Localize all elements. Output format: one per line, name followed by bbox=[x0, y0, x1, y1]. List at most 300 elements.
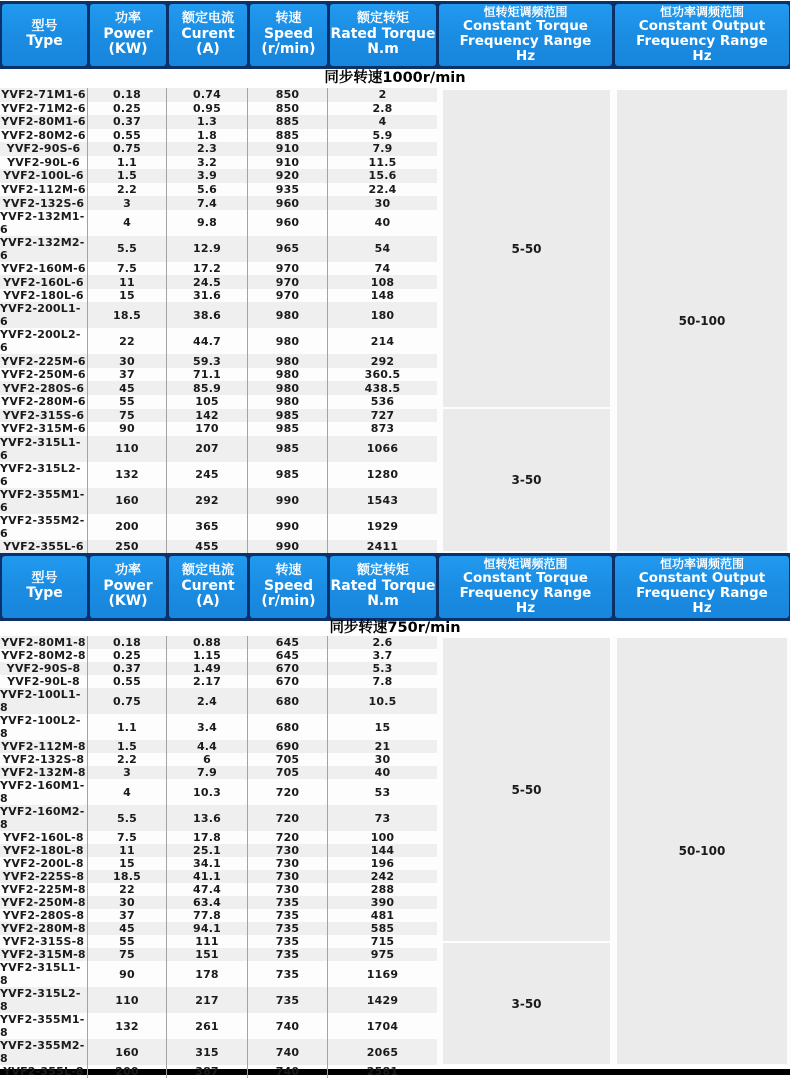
cell-current: 387 bbox=[167, 1065, 248, 1078]
cell-current: 142 bbox=[167, 409, 248, 423]
cell-power: 75 bbox=[88, 409, 167, 423]
column-header-zh: 额定电流 bbox=[181, 563, 234, 579]
cell-power: 0.75 bbox=[88, 142, 167, 156]
cell-power: 250 bbox=[88, 540, 167, 554]
table-row bbox=[0, 935, 437, 948]
cell-torque: 481 bbox=[370, 909, 395, 922]
cell-torque: 1704 bbox=[366, 1019, 399, 1033]
column-header-en: Frequency Range bbox=[459, 585, 592, 602]
cell-power: 18.5 bbox=[88, 870, 167, 883]
table-row bbox=[0, 675, 437, 688]
cell-current: 151 bbox=[167, 948, 248, 961]
torque-range-cell bbox=[443, 638, 610, 941]
table-row bbox=[0, 436, 437, 462]
cell-torque: 10.5 bbox=[368, 694, 397, 708]
cell-power: 3 bbox=[88, 766, 167, 779]
column-header-constant-torque-range bbox=[439, 556, 612, 618]
cell-speed: 985 bbox=[248, 409, 328, 423]
cell-speed: 990 bbox=[248, 488, 328, 514]
header-row bbox=[0, 553, 790, 621]
table-row bbox=[0, 714, 437, 740]
cell-current: 6 bbox=[167, 753, 248, 766]
cell-speed: 960 bbox=[248, 196, 328, 210]
table-row bbox=[0, 857, 437, 870]
cell-current: 34.1 bbox=[167, 857, 248, 870]
cell-speed: 645 bbox=[248, 649, 328, 662]
table-row bbox=[0, 142, 437, 156]
cell-type: YVF2-80M1-6 bbox=[0, 115, 88, 129]
cell-power: 22 bbox=[88, 883, 167, 896]
column-header-en: Constant Output bbox=[638, 18, 766, 35]
cell-power: 110 bbox=[88, 987, 167, 1013]
cell-power: 0.25 bbox=[88, 102, 167, 116]
table-row bbox=[0, 896, 437, 909]
cell-speed: 720 bbox=[248, 779, 328, 805]
cell-current: 245 bbox=[167, 462, 248, 488]
cell-power: 3 bbox=[88, 196, 167, 210]
cell-current: 59.3 bbox=[167, 354, 248, 368]
cell-torque: 100 bbox=[370, 831, 395, 844]
column-header-speed bbox=[250, 556, 327, 618]
table-row bbox=[0, 649, 437, 662]
cell-torque: 1066 bbox=[366, 442, 399, 456]
table-row bbox=[0, 540, 437, 554]
table-row bbox=[0, 909, 437, 922]
cell-speed: 705 bbox=[248, 766, 328, 779]
cell-current: 261 bbox=[167, 1013, 248, 1039]
cell-type: YVF2-315S-6 bbox=[0, 409, 88, 423]
constant-output-range-panel bbox=[617, 638, 787, 1064]
cell-current: 25.1 bbox=[167, 844, 248, 857]
column-header-en: Hz bbox=[515, 48, 536, 65]
cell-type: YVF2-355M1-6 bbox=[0, 488, 88, 514]
cell-type: YVF2-132M1-6 bbox=[0, 210, 88, 236]
cell-type: YVF2-132S-8 bbox=[0, 753, 88, 766]
cell-type: YVF2-225M-6 bbox=[0, 354, 88, 368]
table-body bbox=[0, 88, 790, 553]
cell-power: 0.37 bbox=[88, 115, 167, 129]
cell-speed: 735 bbox=[248, 961, 328, 987]
cell-current: 3.4 bbox=[167, 714, 248, 740]
cell-type: YVF2-112M-6 bbox=[0, 183, 88, 197]
cell-type: YVF2-355L-8 bbox=[0, 1065, 88, 1078]
cell-speed: 980 bbox=[248, 328, 328, 354]
cell-type: YVF2-315L2-6 bbox=[0, 462, 88, 488]
cell-power: 55 bbox=[88, 935, 167, 948]
table-body bbox=[0, 636, 790, 1078]
table-row bbox=[0, 302, 437, 328]
cell-torque: 536 bbox=[370, 395, 395, 409]
cell-power: 200 bbox=[88, 514, 167, 540]
cell-speed: 970 bbox=[248, 262, 328, 276]
cell-current: 9.8 bbox=[167, 210, 248, 236]
cell-speed: 730 bbox=[248, 844, 328, 857]
range-label: 50-100 bbox=[678, 844, 726, 858]
cell-type: YVF2-80M2-6 bbox=[0, 129, 88, 143]
cell-type: YVF2-160M1-8 bbox=[0, 779, 88, 805]
column-header-zh: 功率 bbox=[114, 11, 141, 27]
data-rows bbox=[0, 88, 437, 553]
table-row bbox=[0, 368, 437, 382]
cell-type: YVF2-90L-8 bbox=[0, 675, 88, 688]
cell-torque: 288 bbox=[370, 883, 395, 896]
table-row bbox=[0, 196, 437, 210]
spec-table-750rpm bbox=[0, 553, 790, 1078]
cell-torque: 975 bbox=[370, 948, 395, 961]
table-row bbox=[0, 831, 437, 844]
cell-power: 90 bbox=[88, 422, 167, 436]
torque-range-cell bbox=[443, 409, 610, 551]
cell-power: 1.5 bbox=[88, 169, 167, 183]
cell-speed: 740 bbox=[248, 1065, 328, 1078]
cell-power: 90 bbox=[88, 961, 167, 987]
cell-power: 37 bbox=[88, 909, 167, 922]
cell-type: YVF2-80M1-8 bbox=[0, 636, 88, 649]
cell-power: 2.2 bbox=[88, 183, 167, 197]
column-header-constant-output-range bbox=[615, 556, 789, 618]
cell-current: 455 bbox=[167, 540, 248, 554]
table-row bbox=[0, 688, 437, 714]
column-header-zh: 转速 bbox=[275, 563, 302, 579]
cell-power: 0.55 bbox=[88, 675, 167, 688]
column-header-en: Frequency Range bbox=[459, 33, 592, 50]
table-row bbox=[0, 766, 437, 779]
cell-speed: 850 bbox=[248, 102, 328, 116]
cell-current: 105 bbox=[167, 395, 248, 409]
table-row bbox=[0, 102, 437, 116]
sync-speed-subtitle: 同步转速750r/min bbox=[329, 620, 461, 636]
cell-type: YVF2-315M-6 bbox=[0, 422, 88, 436]
cell-torque: 3.7 bbox=[372, 649, 393, 662]
cell-type: YVF2-355M2-8 bbox=[0, 1039, 88, 1065]
column-header-en: (A) bbox=[196, 41, 220, 58]
cell-current: 207 bbox=[167, 436, 248, 462]
cell-type: YVF2-355M2-6 bbox=[0, 514, 88, 540]
table-row bbox=[0, 883, 437, 896]
cell-torque: 7.8 bbox=[372, 675, 393, 688]
cell-current: 0.95 bbox=[167, 102, 248, 116]
cell-power: 160 bbox=[88, 1039, 167, 1065]
column-header-zh: 恒转矩调频范围 bbox=[483, 556, 568, 571]
cell-type: YVF2-315L1-6 bbox=[0, 436, 88, 462]
cell-current: 10.3 bbox=[167, 779, 248, 805]
cell-current: 24.5 bbox=[167, 275, 248, 289]
table-row bbox=[0, 183, 437, 197]
cell-speed: 920 bbox=[248, 169, 328, 183]
table-row bbox=[0, 409, 437, 423]
torque-range-cell bbox=[443, 943, 610, 1064]
cell-speed: 680 bbox=[248, 714, 328, 740]
cell-speed: 970 bbox=[248, 275, 328, 289]
table-row bbox=[0, 328, 437, 354]
cell-current: 2.17 bbox=[167, 675, 248, 688]
cell-type: YVF2-132S-6 bbox=[0, 196, 88, 210]
cell-current: 0.74 bbox=[167, 88, 248, 102]
cell-torque: 727 bbox=[370, 408, 395, 422]
cell-torque: 2581 bbox=[366, 1065, 399, 1078]
cell-speed: 720 bbox=[248, 831, 328, 844]
cell-torque: 30 bbox=[374, 196, 391, 210]
table-row bbox=[0, 129, 437, 143]
cell-speed: 980 bbox=[248, 302, 328, 328]
cell-torque: 242 bbox=[370, 870, 395, 883]
cell-speed: 885 bbox=[248, 129, 328, 143]
cell-power: 0.18 bbox=[88, 636, 167, 649]
cell-current: 17.2 bbox=[167, 262, 248, 276]
cell-type: YVF2-200L2-6 bbox=[0, 328, 88, 354]
table-row bbox=[0, 662, 437, 675]
cell-type: YVF2-315S-8 bbox=[0, 935, 88, 948]
table-row bbox=[0, 961, 437, 987]
cell-torque: 715 bbox=[370, 935, 395, 948]
cell-type: YVF2-160L-8 bbox=[0, 831, 88, 844]
cell-torque: 180 bbox=[370, 308, 395, 322]
column-header-power bbox=[90, 4, 166, 66]
cell-power: 15 bbox=[88, 289, 167, 303]
column-header-zh: 型号 bbox=[31, 570, 58, 586]
cell-power: 5.5 bbox=[88, 805, 167, 831]
cell-current: 44.7 bbox=[167, 328, 248, 354]
cell-torque: 292 bbox=[370, 354, 395, 368]
cell-torque: 21 bbox=[374, 740, 391, 753]
cell-current: 31.6 bbox=[167, 289, 248, 303]
cell-speed: 680 bbox=[248, 688, 328, 714]
column-header-type bbox=[2, 556, 87, 618]
column-header-en: Curent bbox=[181, 577, 235, 594]
cell-power: 1.1 bbox=[88, 156, 167, 170]
table-row bbox=[0, 354, 437, 368]
table-row bbox=[0, 1065, 437, 1078]
cell-torque: 390 bbox=[370, 896, 395, 909]
cell-type: YVF2-160M-6 bbox=[0, 262, 88, 276]
cell-power: 132 bbox=[88, 1013, 167, 1039]
cell-current: 63.4 bbox=[167, 896, 248, 909]
cell-power: 45 bbox=[88, 922, 167, 935]
table-row bbox=[0, 422, 437, 436]
cell-speed: 670 bbox=[248, 662, 328, 675]
column-header-en: Rated Torque bbox=[330, 25, 436, 42]
cell-speed: 645 bbox=[248, 636, 328, 649]
cell-power: 0.25 bbox=[88, 649, 167, 662]
column-header-zh: 恒功率调频范围 bbox=[659, 4, 744, 19]
cell-speed: 960 bbox=[248, 210, 328, 236]
sync-speed-subtitle: 同步转速1000r/min bbox=[324, 70, 466, 86]
cell-power: 22 bbox=[88, 328, 167, 354]
column-header-torque bbox=[330, 556, 436, 618]
cell-speed: 730 bbox=[248, 870, 328, 883]
table-row bbox=[0, 275, 437, 289]
cell-torque: 108 bbox=[370, 275, 395, 289]
table-row bbox=[0, 210, 437, 236]
cell-current: 111 bbox=[167, 935, 248, 948]
cell-power: 18.5 bbox=[88, 302, 167, 328]
cell-torque: 2 bbox=[378, 88, 387, 102]
cell-current: 3.9 bbox=[167, 169, 248, 183]
column-header-zh: 额定转矩 bbox=[356, 563, 409, 579]
cell-speed: 970 bbox=[248, 289, 328, 303]
cell-power: 7.5 bbox=[88, 831, 167, 844]
column-header-en: N.m bbox=[367, 593, 399, 610]
cell-speed: 985 bbox=[248, 422, 328, 436]
table-row bbox=[0, 488, 437, 514]
cell-speed: 910 bbox=[248, 142, 328, 156]
column-header-speed bbox=[250, 4, 327, 66]
column-header-en: Rated Torque bbox=[330, 577, 436, 594]
column-header-power bbox=[90, 556, 166, 618]
cell-type: YVF2-71M2-6 bbox=[0, 102, 88, 116]
column-header-en: Constant Torque bbox=[463, 18, 588, 35]
cell-current: 94.1 bbox=[167, 922, 248, 935]
column-header-en: Constant Output bbox=[638, 570, 766, 587]
cell-type: YVF2-315L1-8 bbox=[0, 961, 88, 987]
cell-torque: 1280 bbox=[366, 468, 399, 482]
cell-type: YVF2-225M-8 bbox=[0, 883, 88, 896]
cell-power: 200 bbox=[88, 1065, 167, 1078]
cell-torque: 585 bbox=[370, 922, 395, 935]
cell-type: YVF2-280S-6 bbox=[0, 381, 88, 395]
cell-power: 110 bbox=[88, 436, 167, 462]
cell-type: YVF2-160L-6 bbox=[0, 275, 88, 289]
cell-speed: 980 bbox=[248, 368, 328, 382]
cell-power: 0.55 bbox=[88, 129, 167, 143]
cell-current: 17.8 bbox=[167, 831, 248, 844]
cell-torque: 53 bbox=[374, 785, 391, 799]
table-row bbox=[0, 987, 437, 1013]
table-row bbox=[0, 156, 437, 170]
cell-current: 315 bbox=[167, 1039, 248, 1065]
cell-type: YVF2-280S-8 bbox=[0, 909, 88, 922]
range-label: 5-50 bbox=[511, 782, 542, 797]
table-row bbox=[0, 636, 437, 649]
cell-power: 30 bbox=[88, 354, 167, 368]
table-row bbox=[0, 262, 437, 276]
cell-current: 7.9 bbox=[167, 766, 248, 779]
table-row bbox=[0, 922, 437, 935]
cell-power: 0.75 bbox=[88, 688, 167, 714]
cell-type: YVF2-250M-8 bbox=[0, 896, 88, 909]
table-row bbox=[0, 805, 437, 831]
cell-torque: 2065 bbox=[366, 1045, 399, 1059]
cell-speed: 990 bbox=[248, 540, 328, 554]
cell-current: 85.9 bbox=[167, 381, 248, 395]
column-header-en: (r/min) bbox=[261, 593, 316, 610]
cell-speed: 735 bbox=[248, 896, 328, 909]
column-header-current bbox=[169, 4, 247, 66]
cell-power: 1.1 bbox=[88, 714, 167, 740]
cell-power: 4 bbox=[88, 779, 167, 805]
cell-torque: 144 bbox=[370, 844, 395, 857]
cell-torque: 1543 bbox=[366, 494, 399, 508]
table-row bbox=[0, 753, 437, 766]
table-row bbox=[0, 1013, 437, 1039]
cell-speed: 735 bbox=[248, 922, 328, 935]
cell-power: 15 bbox=[88, 857, 167, 870]
cell-speed: 735 bbox=[248, 987, 328, 1013]
column-header-en: (KW) bbox=[108, 41, 148, 58]
cell-speed: 985 bbox=[248, 436, 328, 462]
cell-torque: 2.6 bbox=[372, 636, 393, 649]
column-header-en: Hz bbox=[692, 48, 712, 65]
column-header-en: Hz bbox=[515, 600, 536, 617]
cell-speed: 965 bbox=[248, 236, 328, 262]
cell-current: 1.8 bbox=[167, 129, 248, 143]
cell-current: 1.15 bbox=[167, 649, 248, 662]
cell-torque: 40 bbox=[374, 766, 391, 779]
column-header-zh: 转速 bbox=[275, 11, 302, 27]
cell-type: YVF2-200L-8 bbox=[0, 857, 88, 870]
cell-power: 4 bbox=[88, 210, 167, 236]
cell-torque: 5.9 bbox=[372, 128, 393, 142]
cell-power: 2.2 bbox=[88, 753, 167, 766]
cell-type: YVF2-200L1-6 bbox=[0, 302, 88, 328]
cell-torque: 148 bbox=[370, 289, 395, 303]
column-header-zh: 型号 bbox=[31, 18, 58, 34]
table-row bbox=[0, 236, 437, 262]
table-row bbox=[0, 381, 437, 395]
cell-current: 217 bbox=[167, 987, 248, 1013]
cell-type: YVF2-250M-6 bbox=[0, 368, 88, 382]
column-header-en: (A) bbox=[196, 593, 220, 610]
column-header-zh: 额定转矩 bbox=[356, 11, 409, 27]
cell-current: 5.6 bbox=[167, 183, 248, 197]
column-header-en: Power bbox=[103, 577, 153, 594]
cell-speed: 885 bbox=[248, 115, 328, 129]
cell-speed: 740 bbox=[248, 1013, 328, 1039]
cell-speed: 720 bbox=[248, 805, 328, 831]
cell-speed: 740 bbox=[248, 1039, 328, 1065]
cell-current: 13.6 bbox=[167, 805, 248, 831]
cell-speed: 990 bbox=[248, 514, 328, 540]
cell-type: YVF2-355M1-8 bbox=[0, 1013, 88, 1039]
table-row bbox=[0, 514, 437, 540]
cell-type: YVF2-90L-6 bbox=[0, 156, 88, 170]
cell-current: 2.3 bbox=[167, 142, 248, 156]
constant-output-range-panel bbox=[617, 90, 787, 551]
cell-type: YVF2-90S-6 bbox=[0, 142, 88, 156]
cell-type: YVF2-225S-8 bbox=[0, 870, 88, 883]
column-header-en: Power bbox=[103, 25, 153, 42]
cell-type: YVF2-160M2-8 bbox=[0, 805, 88, 831]
column-header-en: Frequency Range bbox=[636, 585, 768, 602]
cell-speed: 980 bbox=[248, 381, 328, 395]
cell-speed: 935 bbox=[248, 183, 328, 197]
cell-torque: 7.9 bbox=[372, 142, 393, 156]
cell-speed: 910 bbox=[248, 156, 328, 170]
cell-type: YVF2-100L-6 bbox=[0, 169, 88, 183]
cell-speed: 670 bbox=[248, 675, 328, 688]
cell-power: 160 bbox=[88, 488, 167, 514]
cell-type: YVF2-90S-8 bbox=[0, 662, 88, 675]
cell-power: 11 bbox=[88, 275, 167, 289]
cell-torque: 873 bbox=[370, 422, 395, 436]
cell-current: 0.88 bbox=[167, 636, 248, 649]
cell-type: YVF2-112M-8 bbox=[0, 740, 88, 753]
constant-torque-range-panel bbox=[443, 90, 610, 551]
table-row bbox=[0, 948, 437, 961]
cell-speed: 980 bbox=[248, 395, 328, 409]
table-row bbox=[0, 169, 437, 183]
range-label: 50-100 bbox=[678, 313, 726, 328]
cell-speed: 730 bbox=[248, 857, 328, 870]
constant-torque-range-panel bbox=[443, 638, 610, 1064]
cell-type: YVF2-132M-8 bbox=[0, 766, 88, 779]
table-row bbox=[0, 115, 437, 129]
column-header-en: N.m bbox=[367, 41, 399, 58]
column-header-en: Constant Torque bbox=[463, 570, 588, 587]
table-row bbox=[0, 740, 437, 753]
cell-type: YVF2-71M1-6 bbox=[0, 88, 88, 102]
cell-type: YVF2-280M-8 bbox=[0, 922, 88, 935]
